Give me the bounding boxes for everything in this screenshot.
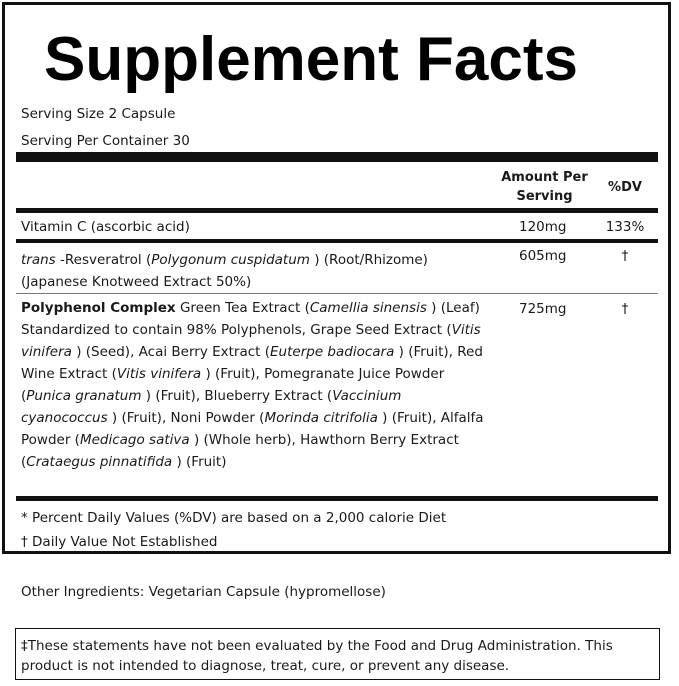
row-polyphenol-complex-amount: 725mg — [519, 301, 567, 317]
row-polyphenol-complex-name: Polyphenol Complex Green Tea Extract (Camellia sinensis ) (Leaf) Standardized to contain 98% Polyphenols, Grape Seed Extract (Vitis vinifera ) (Seed), Acai Berry Extract (Euterpe badiocara ) (Fruit), Red Wine Extract (Vitis vinifera ) (Fruit), Pomegranate Juice Powder (Punica granatum ) (Fruit), Blueberry Extract (Vaccinium cyanococcus ) (Fruit), Noni Powder (Morinda citrifolia ) (Fruit), Alfalfa Powder (Medicago sativa ) (Whole herb), Hawthorn Berry Extract (Crataegus pinnatifida ) (Fruit) — [21, 300, 484, 470]
thick-divider — [16, 152, 658, 162]
row-vitamin-c-dv: 133% — [605, 219, 645, 235]
fda-disclaimer-box — [15, 628, 660, 680]
header-divider — [16, 208, 658, 213]
amount-header-line1: Amount Per — [501, 170, 588, 185]
footnote-percent-dv: * Percent Daily Values (%DV) are based on a 2,000 calorie Diet — [21, 510, 447, 526]
row-vitamin-c-name: Vitamin C (ascorbic acid) — [21, 219, 190, 235]
panel-title: Supplement Facts — [44, 25, 578, 94]
row-resveratrol-name: trans -Resveratrol (Polygonum cuspidatum ) (Root/Rhizome) (Japanese Knotweed Extract 50%) — [21, 252, 428, 290]
footer-divider — [16, 496, 658, 501]
dv-header: %DV — [608, 180, 642, 195]
footnote-dagger: † Daily Value Not Established — [21, 534, 218, 550]
fda-disclaimer-text: ‡These statements have not been evaluated by the Food and Drug Administration. This product is not intended to diagnose, treat, cure, or prevent any disease. — [21, 638, 613, 674]
row-divider — [16, 239, 658, 243]
row-resveratrol-dv: † — [621, 248, 629, 264]
serving-size: Serving Size 2 Capsule — [21, 106, 176, 122]
row-resveratrol-amount: 605mg — [519, 248, 567, 264]
servings-per-container: Serving Per Container 30 — [21, 133, 190, 149]
amount-per-serving-header — [497, 168, 592, 206]
other-ingredients: Other Ingredients: Vegetarian Capsule (hypromellose) — [21, 584, 386, 600]
row-polyphenol-complex-dv: † — [621, 301, 629, 317]
row-vitamin-c-amount: 120mg — [519, 219, 567, 235]
row-divider-thin — [16, 293, 658, 294]
amount-header-line2: Serving — [516, 189, 573, 204]
